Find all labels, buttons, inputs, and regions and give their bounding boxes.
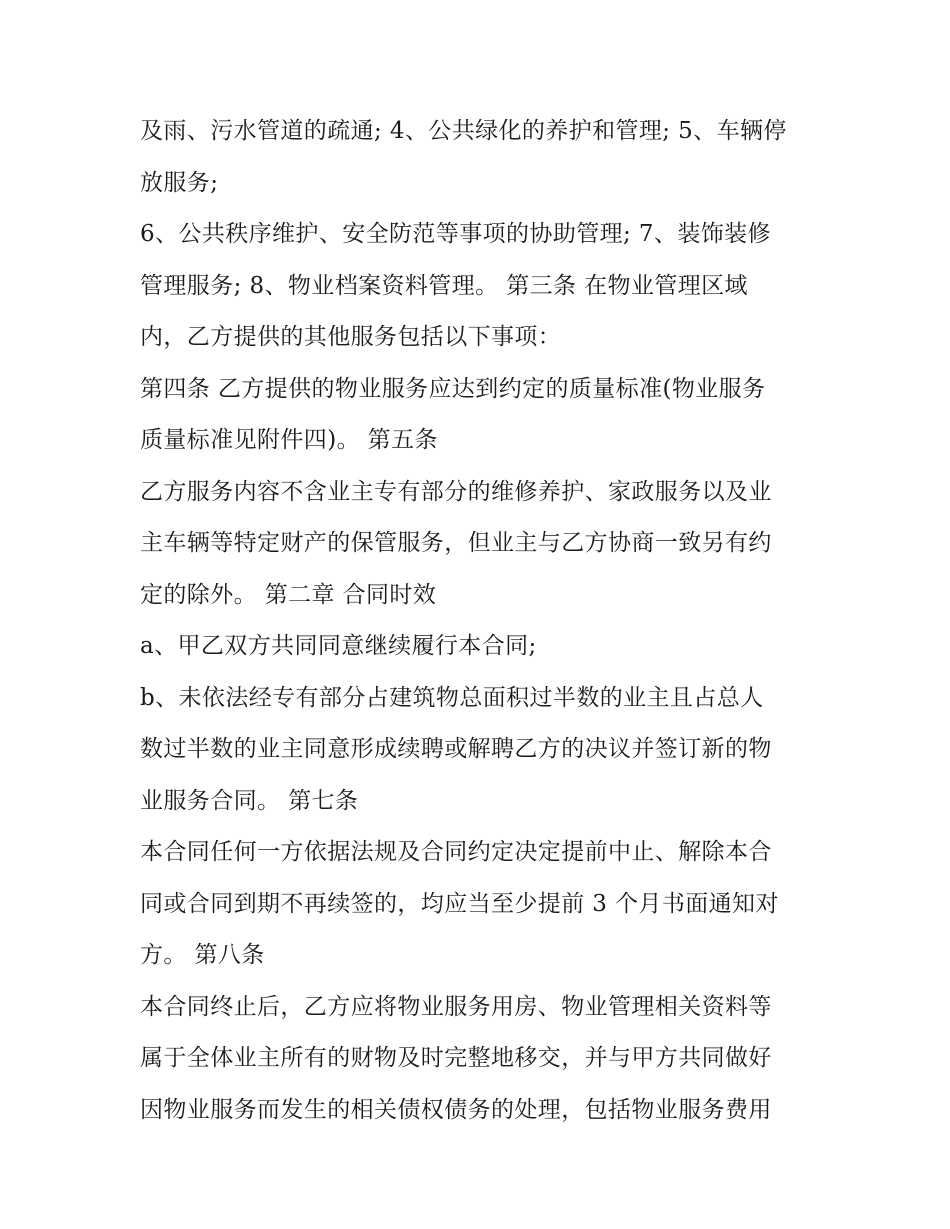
text-line: 内，乙方提供的其他服务包括以下事项： (140, 324, 562, 350)
text-line: 管理服务; 8、物业档案资料管理。 第三条 在物业管理区域 (140, 272, 748, 299)
text-line: 放服务; (140, 169, 219, 196)
text-line: 主车辆等特定财产的保管服务，但业主与乙方协商一致另有约 (140, 530, 772, 556)
text-line: 第四条 乙方提供的物业服务应达到约定的质量标准(物业服务 (140, 375, 766, 402)
text-line: 数过半数的业主同意形成续聘或解聘乙方的决议并签订新的物 (140, 736, 772, 762)
text-line: 及雨、污水管道的疏通; 4、公共绿化的养护和管理; 5、车辆停 (140, 118, 787, 144)
text-line: 方。 第八条 (140, 942, 265, 968)
text-line: 乙方服务内容不含业主专有部分的维修养护、家政服务以及业 (140, 478, 772, 505)
text-line: 本合同终止后，乙方应将物业服务用房、物业管理相关资料等 (140, 993, 772, 1020)
text-line: 定的除外。 第二章 合同时效 (140, 581, 437, 608)
text-line: 本合同任何一方依据法规及合同约定决定提前中止、解除本合 (140, 839, 772, 865)
document-body (140, 106, 816, 1136)
text-line: 因物业服务而发生的相关债权债务的处理，包括物业服务费用 (140, 1096, 772, 1123)
text-line: 同或合同到期不再续签的，均应当至少提前 3 个月书面通知对 (140, 890, 779, 917)
text-line: 业服务合同。 第七条 (140, 787, 359, 814)
text-line: 6、公共秩序维护、安全防范等事项的协助管理; 7、装饰装修 (140, 221, 771, 247)
text-line: 属于全体业主所有的财物及时完整地移交，并与甲方共同做好 (140, 1045, 772, 1071)
text-line: a、甲乙双方共同同意继续履行本合同; (140, 633, 537, 659)
text-line: b、未依法经专有部分占建筑物总面积过半数的业主且占总人 (140, 684, 764, 711)
text-line: 质量标准见附件四)。 第五条 (140, 427, 438, 453)
